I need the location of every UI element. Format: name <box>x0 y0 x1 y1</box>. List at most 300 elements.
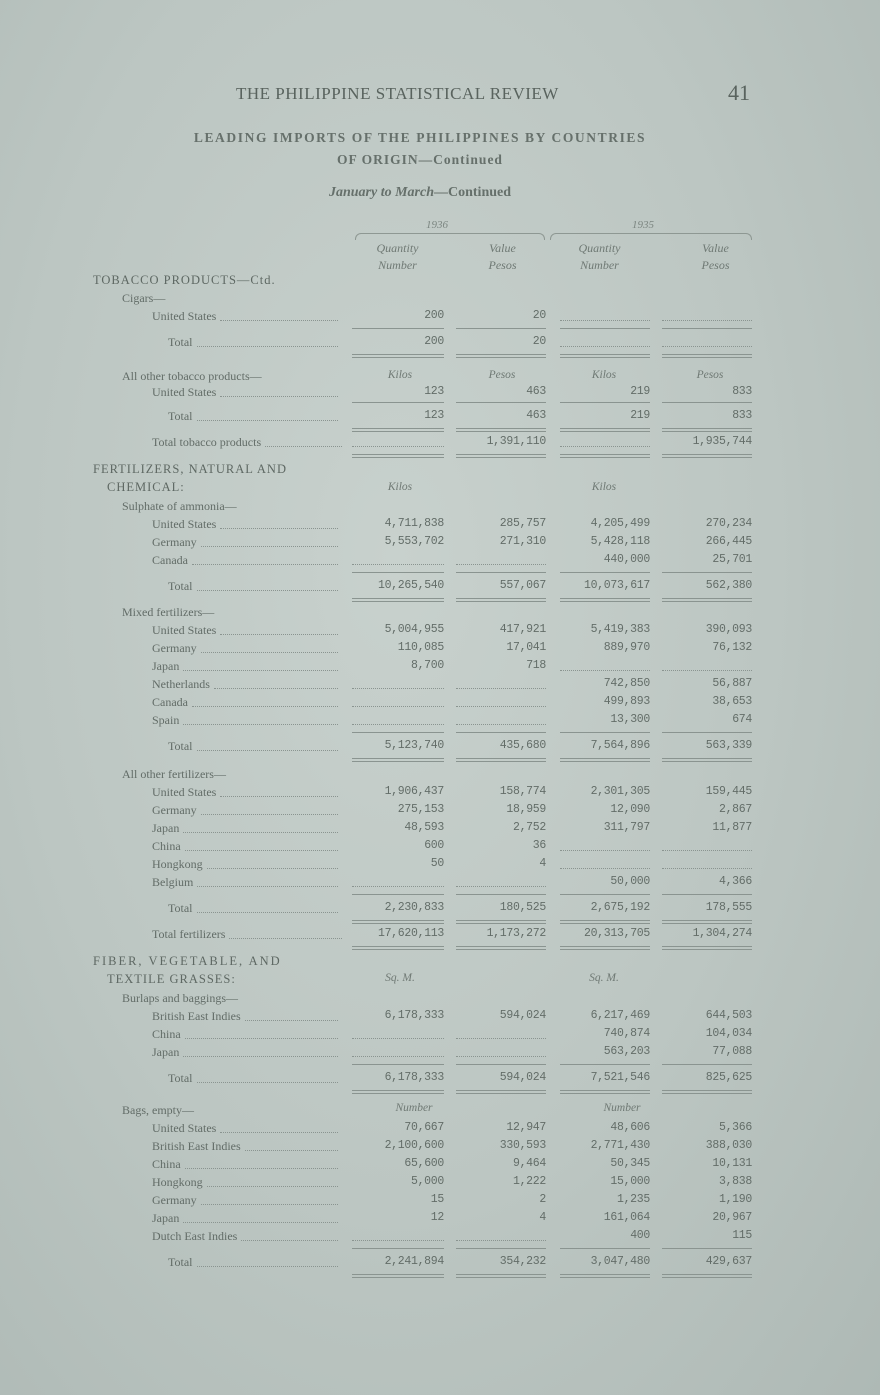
table-double-rule <box>352 1274 444 1278</box>
table-double-rule <box>352 598 444 602</box>
table-cell: 48,606 <box>610 1121 650 1134</box>
leader-dots <box>197 886 338 887</box>
table-double-rule <box>456 758 546 762</box>
table-title: LEADING IMPORTS OF THE PHILIPPINES BY COUNTRIES <box>193 130 647 145</box>
table-cell: 50 <box>430 857 444 870</box>
table-double-rule <box>352 946 444 950</box>
table-cell: 115 <box>732 1229 752 1242</box>
table-rule <box>456 328 546 329</box>
col-quantity-1936: Quantity Number <box>376 241 419 272</box>
table-cell: 9,464 <box>512 1157 546 1170</box>
empty-cell <box>352 697 444 707</box>
empty-cell <box>560 311 650 321</box>
table-cell: 200 <box>424 309 444 322</box>
table-double-rule <box>560 758 650 762</box>
table-cell: 77,088 <box>712 1045 752 1058</box>
empty-cell <box>456 1029 546 1039</box>
empty-cell <box>352 437 444 447</box>
col-value-1935: Value Pesos <box>701 241 730 272</box>
table-cell: 600 <box>424 839 444 852</box>
year-1935: 1935 <box>632 219 654 231</box>
empty-cell <box>456 877 546 887</box>
table-cell: 219 <box>630 385 650 398</box>
leader-dots <box>207 1186 338 1187</box>
leader-dots <box>185 850 338 851</box>
table-cell: 390,093 <box>705 623 752 636</box>
table-cell: 20,313,705 <box>583 927 650 940</box>
table-double-rule <box>560 946 650 950</box>
year-1936: 1936 <box>426 219 448 231</box>
table-subtitle <box>0 185 840 201</box>
table-cell: 2,100,600 <box>384 1139 444 1152</box>
empty-cell <box>352 679 444 689</box>
leader-dots <box>201 1204 338 1205</box>
table-cell: 889,970 <box>603 641 650 654</box>
running-header <box>0 80 880 108</box>
table-cell: 1,304,274 <box>692 927 752 940</box>
row-label-bag-dei: Dutch East Indies <box>152 1228 338 1244</box>
table-cell: 38,653 <box>712 695 752 708</box>
empty-cell <box>352 555 444 565</box>
leader-dots <box>245 1150 338 1151</box>
row-label-cig-total: Total <box>168 334 338 350</box>
table-cell: 742,850 <box>603 677 650 690</box>
empty-cell <box>456 697 546 707</box>
table-cell: 270,234 <box>705 517 752 530</box>
table-double-rule <box>352 354 444 358</box>
leader-dots <box>220 796 338 797</box>
leader-dots <box>214 688 338 689</box>
leader-dots <box>183 724 338 725</box>
unit-sqm: Sq. M. <box>589 972 619 984</box>
empty-cell <box>662 859 752 869</box>
table-cell: 562,380 <box>705 579 752 592</box>
table-double-rule <box>456 920 546 924</box>
table-cell: 285,757 <box>499 517 546 530</box>
row-label-mix-ca: Canada <box>152 694 338 710</box>
page-number: 41 <box>728 80 750 105</box>
table-rule <box>456 402 546 403</box>
table-cell: 266,445 <box>705 535 752 548</box>
table-rule <box>662 1064 752 1065</box>
table-cell: 56,887 <box>712 677 752 690</box>
table-rule <box>456 894 546 895</box>
table-cell: 311,797 <box>603 821 650 834</box>
table-cell: 1,906,437 <box>384 785 444 798</box>
leader-dots <box>201 652 338 653</box>
table-rule <box>560 572 650 573</box>
unit-kilos: Kilos <box>591 481 617 493</box>
row-label-bur-total: Total <box>168 1070 338 1086</box>
table-cell: 180,525 <box>499 901 546 914</box>
leader-dots <box>197 912 338 913</box>
table-cell: 76,132 <box>712 641 752 654</box>
leader-dots <box>185 1038 338 1039</box>
table-cell: 110,085 <box>397 641 444 654</box>
row-label-af-jp: Japan <box>152 820 338 836</box>
table-cell: 417,921 <box>499 623 546 636</box>
row-label-oth-total: Total <box>168 408 338 424</box>
table-rule <box>560 402 650 403</box>
table-cell: 825,625 <box>705 1071 752 1084</box>
row-label-af-be: Belgium <box>152 874 338 890</box>
empty-cell <box>352 715 444 725</box>
table-double-rule <box>560 1090 650 1094</box>
row-label-mix-de: Germany <box>152 640 338 656</box>
empty-cell <box>456 715 546 725</box>
table-cell: 354,232 <box>499 1255 546 1268</box>
table-cell: 1,935,744 <box>692 435 752 448</box>
row-label-sul-ca: Canada <box>152 552 338 568</box>
unit-pesos: Pesos <box>696 369 724 381</box>
table-cell: 833 <box>732 385 752 398</box>
table-double-rule <box>662 1090 752 1094</box>
table-cell: 161,064 <box>603 1211 650 1224</box>
period: January to March <box>328 185 434 200</box>
group-sulphate: Sulphate of ammonia— <box>122 499 237 513</box>
table-cell: 435,680 <box>499 739 546 752</box>
row-label-bag-hk: Hongkong <box>152 1174 338 1190</box>
row-label-sul-de: Germany <box>152 534 338 550</box>
table-cell: 3,838 <box>718 1175 752 1188</box>
table-cell: 20 <box>532 335 546 348</box>
group-mixed: Mixed fertilizers— <box>122 605 215 619</box>
table-cell: 429,637 <box>705 1255 752 1268</box>
table-cell: 740,874 <box>603 1027 650 1040</box>
table-cell: 5,000 <box>410 1175 444 1188</box>
table-cell: 674 <box>732 713 752 726</box>
leader-dots <box>197 750 338 751</box>
empty-cell <box>560 859 650 869</box>
leader-dots <box>185 1168 338 1169</box>
table-cell: 594,024 <box>499 1009 546 1022</box>
table-cell: 178,555 <box>705 901 752 914</box>
table-cell: 1,173,272 <box>486 927 546 940</box>
year-1936-brace <box>355 233 545 240</box>
table-rule <box>560 894 650 895</box>
table-cell: 8,700 <box>410 659 444 672</box>
table-cell: 833 <box>732 409 752 422</box>
empty-cell <box>662 841 752 851</box>
table-double-rule <box>456 454 546 458</box>
table-double-rule <box>352 454 444 458</box>
group-cigars: Cigars— <box>122 291 166 305</box>
table-cell: 5,428,118 <box>590 535 650 548</box>
table-rule <box>456 572 546 573</box>
table-cell: 65,600 <box>404 1157 444 1170</box>
table-cell: 4,205,499 <box>590 517 650 530</box>
unit-number: Number <box>395 1102 433 1114</box>
leader-dots <box>197 420 338 421</box>
unit-kilos: Kilos <box>387 481 413 493</box>
table-cell: 15,000 <box>610 1175 650 1188</box>
table-cell: 400 <box>630 1229 650 1242</box>
leader-dots <box>220 1132 338 1133</box>
unit-number: Number <box>603 1102 641 1114</box>
unit-pesos: Pesos <box>488 369 516 381</box>
unit-kilos: Kilos <box>387 369 413 381</box>
leader-dots <box>197 1082 338 1083</box>
table-cell: 2,675,192 <box>590 901 650 914</box>
table-cell: 4,711,838 <box>384 517 444 530</box>
row-label-bag-bei: British East Indies <box>152 1138 338 1154</box>
table-cell: 3,047,480 <box>590 1255 650 1268</box>
section-fiber: FIBER, VEGETABLE, AND <box>93 954 282 968</box>
table-cell: 5,366 <box>718 1121 752 1134</box>
row-label-af-cn: China <box>152 838 338 854</box>
row-label-oth-us: United States <box>152 384 338 400</box>
section-fertilizers-cont: CHEMICAL: <box>107 480 185 494</box>
group-burlaps: Burlaps and baggings— <box>122 991 238 1005</box>
table-double-rule <box>560 454 650 458</box>
leader-dots <box>201 546 338 547</box>
row-label-mix-jp: Japan <box>152 658 338 674</box>
leader-dots <box>229 938 342 939</box>
table-cell: 159,445 <box>705 785 752 798</box>
col-value-1936: Value Pesos <box>488 241 517 272</box>
table-cell: 2,771,430 <box>590 1139 650 1152</box>
table-double-rule <box>456 1274 546 1278</box>
table-double-rule <box>662 454 752 458</box>
group-other-fertilizers: All other fertilizers— <box>122 767 226 781</box>
table-cell: 2,241,894 <box>384 1255 444 1268</box>
table-double-rule <box>560 920 650 924</box>
empty-cell <box>560 337 650 347</box>
table-cell: 2,301,305 <box>590 785 650 798</box>
unit-sqm: Sq. M. <box>385 972 415 984</box>
table-rule <box>662 894 752 895</box>
table-cell: 70,667 <box>404 1121 444 1134</box>
table-cell: 50,345 <box>610 1157 650 1170</box>
table-cell: 1,222 <box>512 1175 546 1188</box>
leader-dots <box>220 634 338 635</box>
leader-dots <box>183 1222 338 1223</box>
table-cell: 25,701 <box>712 553 752 566</box>
table-double-rule <box>662 1274 752 1278</box>
table-rule <box>352 572 444 573</box>
leader-dots <box>265 446 342 447</box>
table-cell: 594,024 <box>499 1071 546 1084</box>
table-cell: 158,774 <box>499 785 546 798</box>
table-double-rule <box>352 428 444 432</box>
leader-dots <box>241 1240 338 1241</box>
table-cell: 463 <box>526 385 546 398</box>
table-rule <box>456 1248 546 1249</box>
table-rule <box>560 732 650 733</box>
table-double-rule <box>560 354 650 358</box>
row-label-mix-es: Spain <box>152 712 338 728</box>
leader-dots <box>220 320 338 321</box>
table-cell: 4,366 <box>718 875 752 888</box>
table-cell: 36 <box>532 839 546 852</box>
table-cell: 557,067 <box>499 579 546 592</box>
table-cell: 463 <box>526 409 546 422</box>
table-cell: 10,073,617 <box>583 579 650 592</box>
table-cell: 18,959 <box>506 803 546 816</box>
row-label-af-de: Germany <box>152 802 338 818</box>
period-continued: —Continued <box>434 185 512 200</box>
table-cell: 718 <box>526 659 546 672</box>
table-rule <box>560 1064 650 1065</box>
row-label-bag-total: Total <box>168 1254 338 1270</box>
empty-cell <box>456 1047 546 1057</box>
row-label-cig-us: United States <box>152 308 338 324</box>
group-bags: Bags, empty— <box>122 1103 194 1117</box>
table-double-rule <box>352 1090 444 1094</box>
empty-cell <box>456 679 546 689</box>
table-rule <box>352 328 444 329</box>
table-cell: 5,123,740 <box>384 739 444 752</box>
table-rule <box>560 1248 650 1249</box>
empty-cell <box>456 1231 546 1241</box>
table-cell: 10,131 <box>712 1157 752 1170</box>
table-cell: 17,041 <box>506 641 546 654</box>
table-double-rule <box>662 428 752 432</box>
empty-cell <box>560 841 650 851</box>
row-label-mix-nl: Netherlands <box>152 676 338 692</box>
empty-cell <box>352 1047 444 1057</box>
table-cell: 4 <box>539 857 546 870</box>
leader-dots <box>183 670 338 671</box>
leader-dots <box>245 1020 338 1021</box>
table-cell: 563,203 <box>603 1045 650 1058</box>
table-double-rule <box>352 758 444 762</box>
table-double-rule <box>456 598 546 602</box>
table-cell: 1,190 <box>718 1193 752 1206</box>
leader-dots <box>220 396 338 397</box>
table-cell: 563,339 <box>705 739 752 752</box>
table-cell: 12,090 <box>610 803 650 816</box>
table-title-continued: OF ORIGIN—Continued <box>337 152 503 167</box>
table-double-rule <box>456 354 546 358</box>
leader-dots <box>220 528 338 529</box>
table-cell: 7,521,546 <box>590 1071 650 1084</box>
col-quantity-1935: Quantity Number <box>578 241 621 272</box>
table-cell: 2,230,833 <box>384 901 444 914</box>
table-cell: 219 <box>630 409 650 422</box>
table-cell: 20,967 <box>712 1211 752 1224</box>
empty-cell <box>352 1231 444 1241</box>
leader-dots <box>207 868 338 869</box>
table-double-rule <box>560 598 650 602</box>
table-cell: 2 <box>539 1193 546 1206</box>
row-label-af-total: Total <box>168 900 338 916</box>
row-label-bur-cn: China <box>152 1026 338 1042</box>
table-cell: 5,419,383 <box>590 623 650 636</box>
table-double-rule <box>456 946 546 950</box>
table-cell: 50,000 <box>610 875 650 888</box>
table-cell: 5,553,702 <box>384 535 444 548</box>
table-double-rule <box>560 428 650 432</box>
table-cell: 644,503 <box>705 1009 752 1022</box>
leader-dots <box>197 346 338 347</box>
table-cell: 123 <box>424 409 444 422</box>
table-cell: 10,265,540 <box>377 579 444 592</box>
table-cell: 2,867 <box>718 803 752 816</box>
table-rule <box>352 402 444 403</box>
table-cell: 15 <box>430 1193 444 1206</box>
section-fiber-cont: TEXTILE GRASSES: <box>107 972 236 986</box>
empty-cell <box>560 661 650 671</box>
row-label-af-us: United States <box>152 784 338 800</box>
leader-dots <box>183 1056 338 1057</box>
table-rule <box>352 1064 444 1065</box>
row-label-bag-us: United States <box>152 1120 338 1136</box>
leader-dots <box>192 564 338 565</box>
empty-cell <box>352 1029 444 1039</box>
table-cell: 6,178,333 <box>384 1071 444 1084</box>
table-cell: 275,153 <box>397 803 444 816</box>
table-rule <box>352 732 444 733</box>
table-cell: 2,752 <box>512 821 546 834</box>
row-label-af-hk: Hongkong <box>152 856 338 872</box>
table-cell: 6,217,469 <box>590 1009 650 1022</box>
row-label-sul-total: Total <box>168 578 338 594</box>
table-cell: 200 <box>424 335 444 348</box>
table-cell: 17,620,113 <box>377 927 444 940</box>
table-cell: 12,947 <box>506 1121 546 1134</box>
table-cell: 440,000 <box>603 553 650 566</box>
group-other-tobacco: All other tobacco products— <box>122 369 262 383</box>
empty-cell <box>352 877 444 887</box>
leader-dots <box>183 832 338 833</box>
empty-cell <box>662 661 752 671</box>
table-cell: 4 <box>539 1211 546 1224</box>
table-cell: 388,030 <box>705 1139 752 1152</box>
empty-cell <box>662 337 752 347</box>
table-cell: 104,034 <box>705 1027 752 1040</box>
table-rule <box>352 1248 444 1249</box>
empty-cell <box>662 311 752 321</box>
row-label-mix-total: Total <box>168 738 338 754</box>
table-cell: 11,877 <box>712 821 752 834</box>
leader-dots <box>197 590 338 591</box>
table-cell: 499,893 <box>603 695 650 708</box>
table-double-rule <box>662 920 752 924</box>
row-label-bag-de: Germany <box>152 1192 338 1208</box>
row-label-fert-total: Total fertilizers <box>152 926 342 942</box>
table-double-rule <box>662 758 752 762</box>
table-double-rule <box>352 920 444 924</box>
table-double-rule <box>456 1090 546 1094</box>
table-cell: 330,593 <box>499 1139 546 1152</box>
table-double-rule <box>662 598 752 602</box>
row-label-bur-jp: Japan <box>152 1044 338 1060</box>
table-rule <box>456 1064 546 1065</box>
table-cell: 123 <box>424 385 444 398</box>
table-cell: 271,310 <box>499 535 546 548</box>
leader-dots <box>197 1266 338 1267</box>
row-label-bag-cn: China <box>152 1156 338 1172</box>
year-1935-brace <box>550 233 752 240</box>
table-cell: 1,391,110 <box>486 435 546 448</box>
table-rule <box>662 572 752 573</box>
table-rule <box>352 894 444 895</box>
table-cell: 6,178,333 <box>384 1009 444 1022</box>
leader-dots <box>192 706 338 707</box>
table-cell: 48,593 <box>404 821 444 834</box>
table-cell: 13,300 <box>610 713 650 726</box>
row-label-sul-us: United States <box>152 516 338 532</box>
row-label-mix-us: United States <box>152 622 338 638</box>
empty-cell <box>560 437 650 447</box>
row-label-bag-jp: Japan <box>152 1210 338 1226</box>
table-double-rule <box>456 428 546 432</box>
table-rule <box>662 1248 752 1249</box>
table-cell: 20 <box>532 309 546 322</box>
table-double-rule <box>560 1274 650 1278</box>
table-rule <box>560 328 650 329</box>
